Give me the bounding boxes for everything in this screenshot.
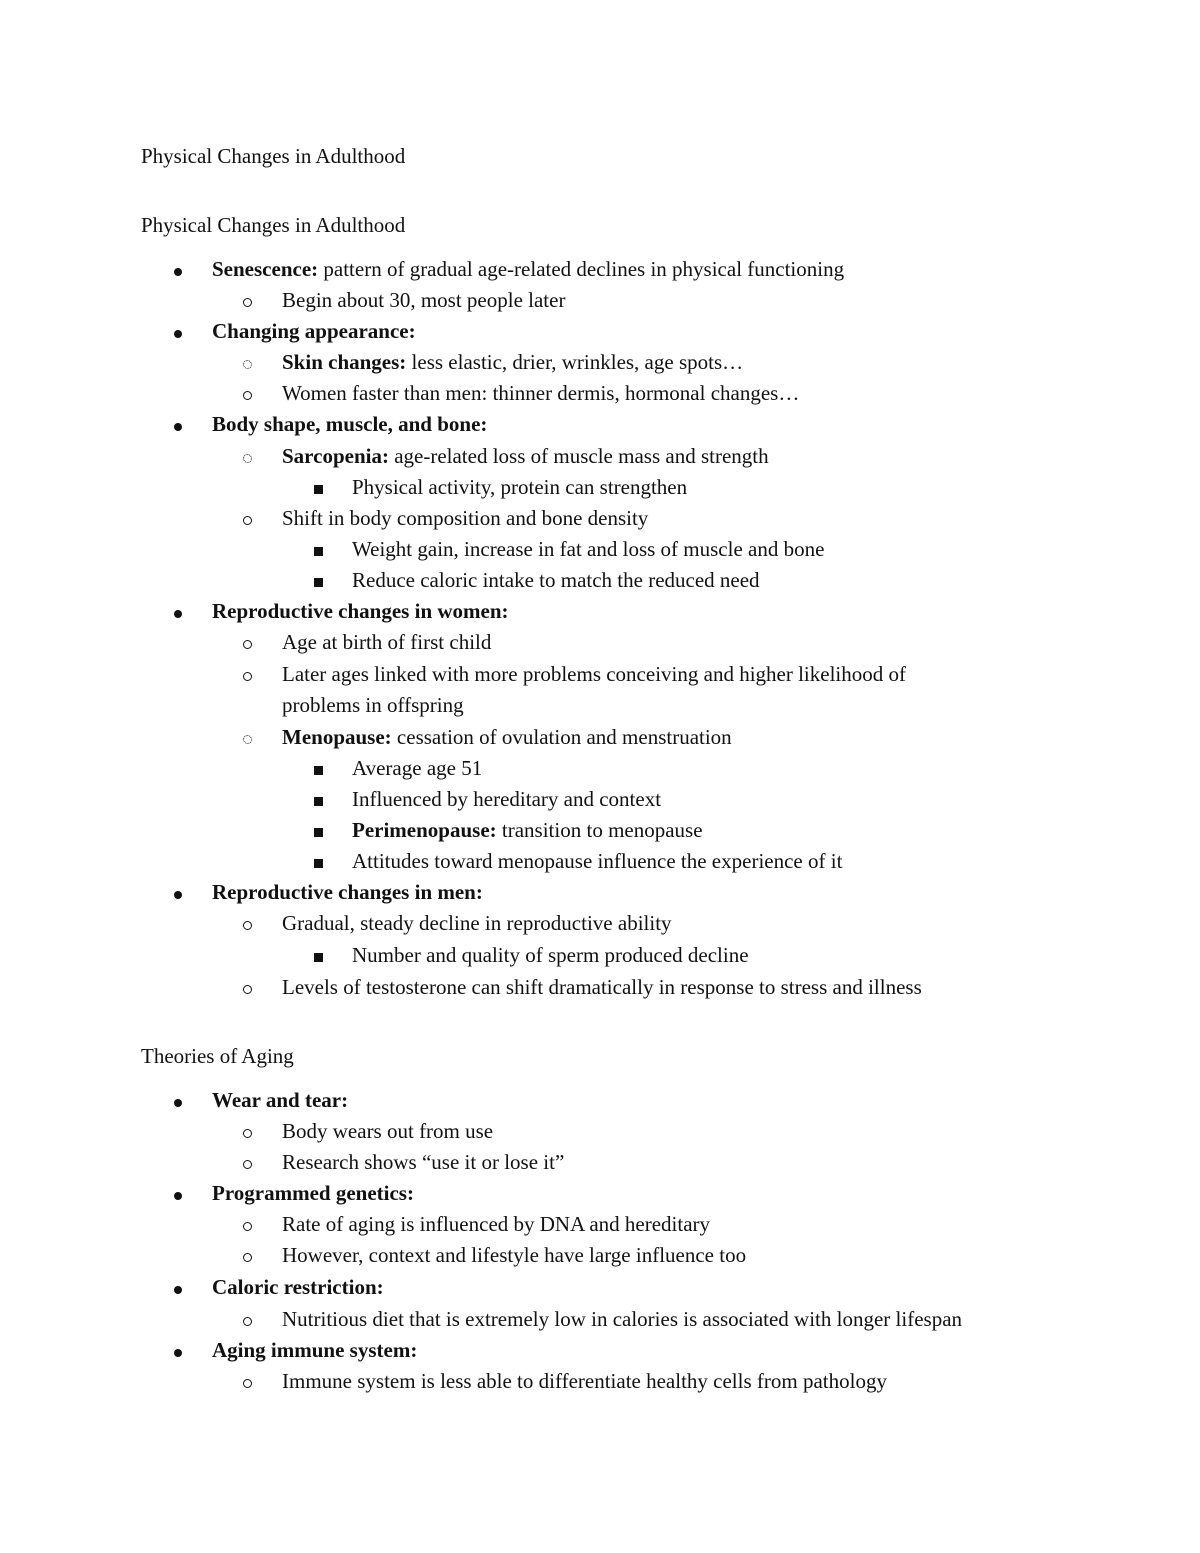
bullet-disc-icon [174,409,182,440]
bullet-square-icon [314,815,323,846]
bullet-disc-icon [174,1272,182,1303]
bullet-circle-icon [243,1209,252,1240]
list-text: Levels of testosterone can shift dramatically in response to stress and illness [282,975,922,999]
definition: age-related loss of muscle mass and strength [388,444,769,468]
list-item [282,1147,564,1178]
list-item [282,659,906,690]
list-item [352,753,482,784]
list-text: Shift in body composition and bone density [282,506,649,530]
section-heading-physical-changes: Physical Changes in Adulthood [141,213,406,237]
term: Menopause: [282,725,392,749]
term: Aging immune system: [212,1338,418,1362]
list-text: Average age 51 [352,756,483,780]
list-item [352,534,824,565]
list-item [352,784,661,815]
bullet-square-icon [314,784,323,815]
list-item [282,1209,710,1240]
bullet-square-icon [314,534,323,565]
list-item [352,472,687,503]
term: Body shape, muscle, and bone: [212,412,488,436]
list-text: Age at birth of first child [282,630,492,654]
list-item [212,316,416,347]
document-title: Physical Changes in Adulthood [141,144,406,168]
list-text: Influenced by hereditary and context [352,787,662,811]
bullet-circle-icon [243,627,252,658]
term: Senescence: [212,257,319,281]
bullet-circle-icon [243,378,252,409]
bullet-circle-icon [243,1240,252,1271]
list-text: problems in offspring [282,693,464,717]
definition: less elastic, drier, wrinkles, age spots… [406,350,744,374]
bullet-square-icon [314,472,323,503]
list-text: Attitudes toward menopause influence the experience of it [352,849,843,873]
list-text: Number and quality of sperm produced decline [352,943,749,967]
list-item-continuation [282,690,464,721]
definition: pattern of gradual age-related declines in physical functioning [318,257,845,281]
list-text: Immune system is less able to differentiate healthy cells from pathology [282,1369,887,1393]
list-text: Research shows “use it or lose it” [282,1150,565,1174]
bullet-square-icon [314,940,323,971]
term: Skin changes: [282,350,407,374]
list-item [212,1335,417,1366]
list-text: Nutritious diet that is extremely low in calories is associated with longer lifespan [282,1307,963,1331]
definition: transition to menopause [496,818,703,842]
bullet-circle-icon [243,722,252,753]
list-item [282,285,565,316]
list-item [352,565,760,596]
list-item [212,877,483,908]
list-text: Rate of aging is influenced by DNA and hereditary [282,1212,711,1236]
list-item [212,1272,384,1303]
bullet-square-icon [314,565,323,596]
list-item [282,627,491,658]
list-item [212,254,844,285]
list-text: Physical activity, protein can strengthen [352,475,688,499]
bullet-disc-icon [174,316,182,347]
list-text: Reduce caloric intake to match the reduced need [352,568,760,592]
list-text: However, context and lifestyle have large influence too [282,1243,747,1267]
section-heading-theories-of-aging: Theories of Aging [141,1044,294,1068]
bullet-disc-icon [174,877,182,908]
bullet-disc-icon [174,1085,182,1116]
bullet-disc-icon [174,1335,182,1366]
list-text: Women faster than men: thinner dermis, hormonal changes… [282,381,800,405]
list-item [352,940,749,971]
term: Reproductive changes in women: [212,599,509,623]
list-item [352,815,703,846]
term: Wear and tear: [212,1088,349,1112]
list-item [212,596,509,627]
list-item [212,1178,414,1209]
list-text: Body wears out from use [282,1119,494,1143]
list-item [282,908,672,939]
bullet-circle-icon [243,503,252,534]
definition: cessation of ovulation and menstruation [391,725,732,749]
list-text: Begin about 30, most people later [282,288,566,312]
list-item [282,972,922,1003]
term: Changing appearance: [212,319,416,343]
term: Reproductive changes in men: [212,880,483,904]
term: Sarcopenia: [282,444,389,468]
list-item [282,1116,493,1147]
list-item [282,1240,746,1271]
bullet-circle-icon [243,285,252,316]
list-item [212,409,487,440]
bullet-circle-icon [243,1366,252,1397]
list-item [282,1304,962,1335]
term: Caloric restriction: [212,1275,384,1299]
list-text: Gradual, steady decline in reproductive ability [282,911,672,935]
bullet-circle-icon [243,1304,252,1335]
bullet-circle-icon [243,972,252,1003]
list-item [282,347,743,378]
bullet-circle-icon [243,908,252,939]
term: Programmed genetics: [212,1181,414,1205]
list-item [282,378,799,409]
bullet-circle-icon [243,1116,252,1147]
list-text: Later ages linked with more problems conceiving and higher likelihood of [282,662,906,686]
bullet-circle-icon [243,441,252,472]
list-item [212,1085,348,1116]
list-item [352,846,842,877]
bullet-disc-icon [174,254,182,285]
bullet-circle-icon [243,1147,252,1178]
bullet-disc-icon [174,1178,182,1209]
list-item [282,441,769,472]
bullet-square-icon [314,753,323,784]
list-text: Weight gain, increase in fat and loss of muscle and bone [352,537,825,561]
bullet-circle-icon [243,659,252,690]
list-item [282,1366,887,1397]
list-item [282,503,648,534]
bullet-disc-icon [174,596,182,627]
bullet-square-icon [314,846,323,877]
bullet-circle-icon [243,347,252,378]
list-item [282,722,732,753]
term: Perimenopause: [352,818,497,842]
